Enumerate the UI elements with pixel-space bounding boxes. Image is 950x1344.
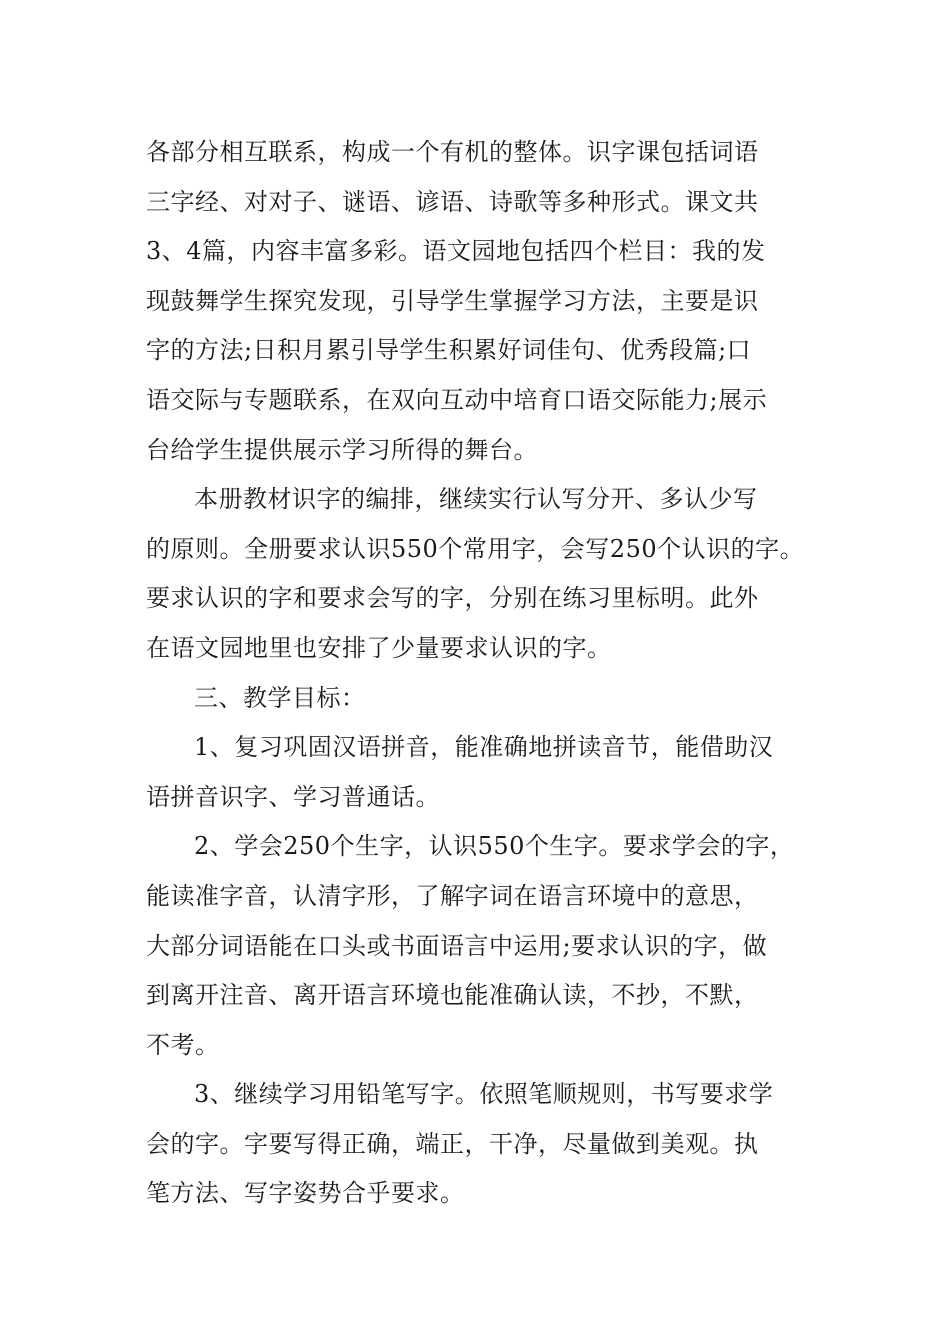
text-line: 不考。 <box>146 1030 220 1059</box>
list-item-3-first-line: 3、继续学习用铅笔写字。依照笔顺规则，书写要求学 <box>194 1080 774 1109</box>
text-line: 现鼓舞学生探究发现，引导学生掌握学习方法，主要是识 <box>146 286 759 315</box>
text-line: 在语文园地里也安排了少量要求认识的字。 <box>146 633 612 662</box>
paragraph-first-line: 本册教材识字的编排，继续实行认写分开、多认少写 <box>194 485 758 514</box>
text-line: 能读准字音，认清字形，了解字词在语言环境中的意思， <box>146 881 759 910</box>
text-line: 会的字。字要写得正确，端正，干净，尽量做到美观。执 <box>146 1129 759 1158</box>
text-line: 到离开注音、离开语言环境也能准确认读，不抄，不默， <box>146 981 759 1010</box>
text-line: 笔方法、写字姿势合乎要求。 <box>146 1179 465 1208</box>
text-line: 各部分相互联系，构成一个有机的整体。识字课包括词语 <box>146 138 759 166</box>
text-line: 台给学生提供展示学习所得的舞台。 <box>146 435 538 464</box>
text-line: 3、4篇，内容丰富多彩。语文园地包括四个栏目：我的发 <box>146 237 766 266</box>
text-line: 三字经、对对子、谜语、谚语、诗歌等多种形式。课文共 <box>146 187 759 216</box>
document-body <box>146 128 816 1219</box>
text-line: 要求认识的字和要求会写的字，分别在练习里标明。此外 <box>146 584 759 613</box>
list-item-1-first-line: 1、复习巩固汉语拼音，能准确地拼读音节，能借助汉 <box>194 733 774 762</box>
text-line: 语拼音识字、学习普通话。 <box>146 782 440 811</box>
text-line: 大部分词语能在口头或书面语言中运用;要求认识的字，做 <box>146 931 768 960</box>
text-line: 语交际与专题联系，在双向互动中培育口语交际能力;展示 <box>146 385 768 414</box>
text-line: 字的方法;日积月累引导学生积累好词佳句、优秀段篇;口 <box>146 336 752 365</box>
text-line: 的原则。全册要求认识550个常用字，会写250个认识的字。 <box>146 534 805 563</box>
section-heading: 三、教学目标： <box>194 683 366 712</box>
list-item-2-first-line: 2、学会250个生字，认识550个生字。要求学会的字， <box>194 832 795 861</box>
